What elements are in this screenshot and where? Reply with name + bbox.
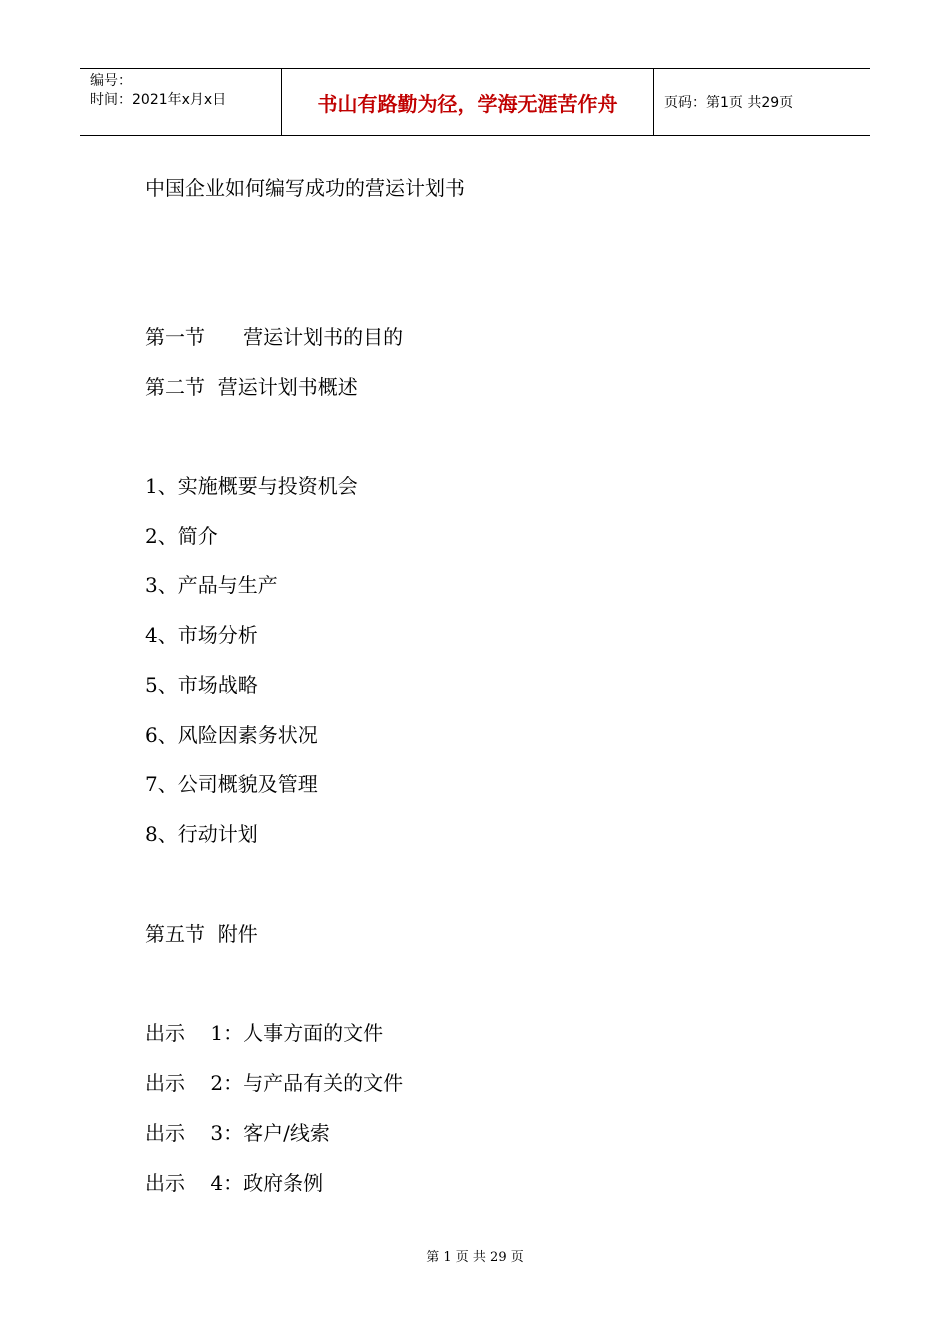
- section-heading: 第一节 营运计划书的目的: [145, 325, 404, 349]
- list-item: 7、公司概貌及管理: [145, 772, 318, 796]
- header-page-info: 页码：第1页 共29页: [664, 95, 794, 111]
- exhibit-item: 出示 4：政府条例: [145, 1171, 324, 1195]
- header-motto: 书山有路勤为径，学海无涯苦作舟: [317, 91, 618, 116]
- exhibit-item: 出示 2：与产品有关的文件: [145, 1071, 404, 1095]
- list-item: 4、市场分析: [145, 623, 258, 647]
- document-time: 时间：2021年x月x日: [90, 92, 227, 108]
- list-item: 3、产品与生产: [145, 573, 278, 597]
- list-item: 2、简介: [145, 524, 218, 548]
- list-item: 6、风险因素务状况: [145, 723, 318, 747]
- section-heading: 第五节 附件: [145, 922, 258, 946]
- page-footer: 第 1 页 共 29 页: [426, 1250, 524, 1265]
- exhibit-item: 出示 1：人事方面的文件: [145, 1021, 384, 1045]
- header-motto-cell: [282, 69, 654, 135]
- page-header: [80, 68, 870, 136]
- list-item: 1、实施概要与投资机会: [145, 474, 358, 498]
- header-page-info-cell: [654, 69, 870, 135]
- document-title: 中国企业如何编写成功的营运计划书: [145, 176, 465, 200]
- list-item: 8、行动计划: [145, 822, 258, 846]
- exhibit-item: 出示 3：客户/线索: [145, 1121, 330, 1145]
- document-number-label: 编号：: [90, 73, 132, 89]
- section-heading: 第二节 营运计划书概述: [145, 375, 358, 399]
- list-item: 5、市场战略: [145, 673, 258, 697]
- header-meta: [80, 69, 282, 135]
